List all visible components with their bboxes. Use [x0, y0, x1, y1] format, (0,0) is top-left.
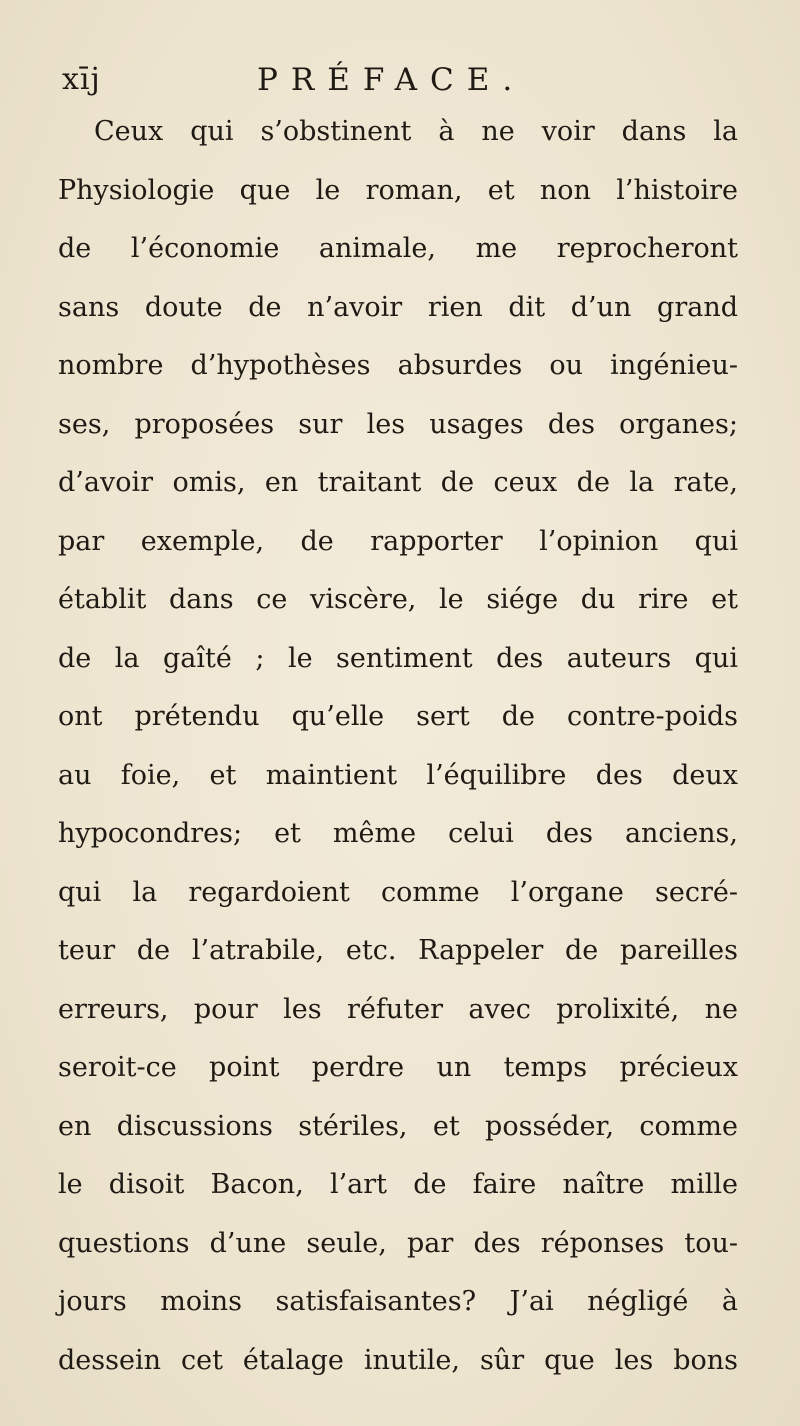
running-title: PRÉFACE. — [257, 62, 526, 98]
text-line: teur de l’atrabile, etc. Rappeler de pareilles — [58, 935, 738, 966]
text-line: hypocondres; et même celui des anciens, — [58, 818, 738, 849]
text-line: questions d’une seule, par des réponses tou- — [58, 1227, 738, 1259]
text-line: Physiologie que le roman, et non l’histoire — [58, 174, 738, 206]
text-line: établit dans ce viscère, le siége du rire et — [58, 584, 738, 615]
text-line: ont prétendu qu’elle sert de contre-poids — [58, 701, 738, 732]
text-line: nombre d’hypothèses absurdes ou ingénieu- — [58, 350, 738, 381]
text-line: jours moins satisfaisantes? J’ai négligé à — [58, 1286, 738, 1317]
text-line: dessein cet étalage inutile, sûr que les bons — [58, 1344, 738, 1376]
text-line: le disoit Bacon, l’art de faire naître mille — [58, 1169, 738, 1200]
text-line: ses, proposées sur les usages des organes; — [58, 408, 738, 440]
body-text — [58, 103, 738, 1390]
text-line: de la gaîté ; le sentiment des auteurs qui — [58, 642, 738, 674]
text-line: seroit-ce point perdre un temps précieux — [58, 1052, 738, 1083]
text-line: sans doute de n’avoir rien dit d’un grand — [58, 291, 738, 323]
text-line: Ceux qui s’obstinent à ne voir dans la — [94, 116, 738, 147]
text-line: par exemple, de rapporter l’opinion qui — [58, 525, 738, 557]
text-line: qui la regardoient comme l’organe secré- — [58, 876, 738, 908]
page-number: xīj — [62, 62, 101, 97]
text-line: de l’économie animale, me reprocheront — [58, 233, 738, 264]
text-line: en discussions stériles, et posséder, comme — [58, 1110, 738, 1142]
text-line: erreurs, pour les réfuter avec prolixité, ne — [58, 993, 738, 1025]
text-line: d’avoir omis, en traitant de ceux de la rate, — [58, 467, 738, 498]
text-line: au foie, et maintient l’équilibre des deux — [58, 759, 738, 791]
page-header — [52, 58, 752, 102]
